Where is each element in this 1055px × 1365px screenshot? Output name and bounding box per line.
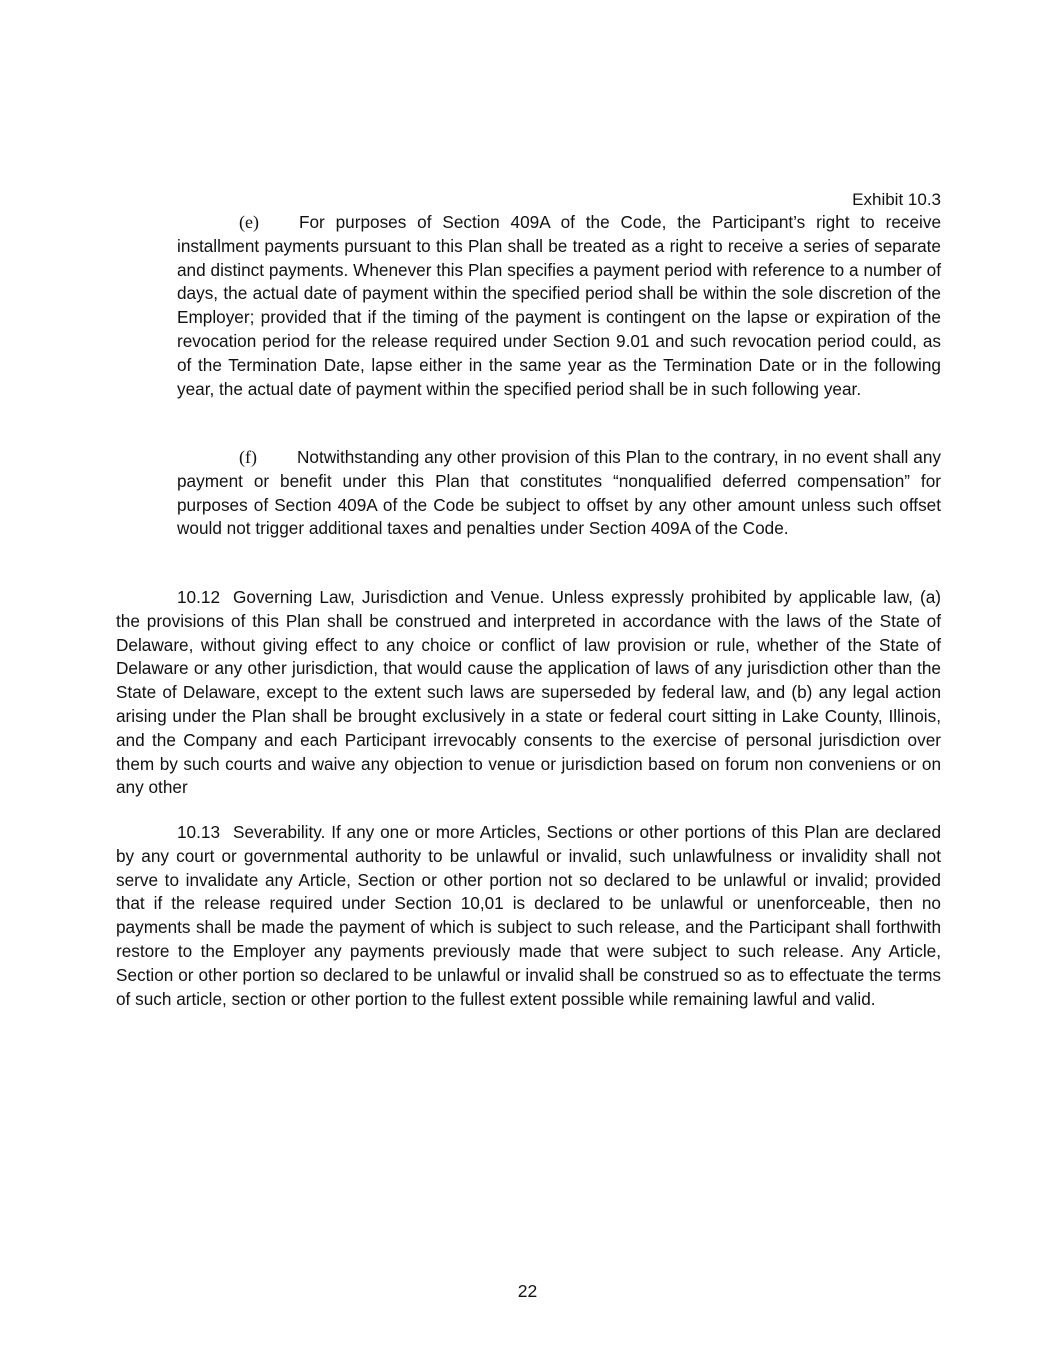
subsection-e-marker: (e) (239, 212, 259, 232)
subsection-e-text: For purposes of Section 409A of the Code, the Participant’s right to receive installment payments pursuant to this Plan shall be treated as a right to receive a series of separate and distinct payments. Whenever this Plan specifies a payment period with reference to a number of days, the actual date of payment within the specified period shall be within the sole discretion of the Employer; provided that if the timing of the payment is contingent on the lapse or expiration of the revocation period for the release required under Section 9.01 and such revocation period could, as of the Termination Date, lapse either in the same year as the Termination Date or in the following year, the actual date of payment within the specified period shall be in such following year. (177, 212, 941, 399)
subsection-f-marker: (f) (239, 447, 257, 467)
subsection-f-text: Notwithstanding any other provision of this Plan to the contrary, in no event shall any payment or benefit under this Plan that constitutes “nonqualified deferred compensation” for purposes of Section 409A of the Code be subject to offset by any other amount unless such offset would not trigger additional taxes and penalties under Section 409A of the Code. (177, 447, 941, 539)
section-10-12-heading: Governing Law, Jurisdiction and Venue. (233, 587, 545, 607)
section-10-12-text: Unless expressly prohibited by applicable law, (a) the provisions of this Plan shall be construed and interpreted in accordance with the laws of the State of Delaware, without giving effect to any choice or conflict of law provision or rule, whether of the State of Delaware or any other jurisdiction, that would cause the application of laws of any jurisdiction other than the State of Delaware, except to the extent such laws are superseded by federal law, and (b) any legal action arising under the Plan shall be brought exclusively in a state or federal court sitting in Lake County, Illinois, and the Company and each Participant irrevocably consents to the exercise of personal jurisdiction over them by such courts and waive any objection to venue or jurisdiction based on forum non conveniens or on any other (116, 587, 941, 798)
page-number: 22 (517, 1281, 538, 1301)
subsection-f (177, 446, 941, 541)
section-10-13-heading: Severability. (233, 822, 326, 842)
section-10-13 (116, 821, 941, 1011)
section-10-13-text: If any one or more Articles, Sections or other portions of this Plan are declared by any court or governmental authority to be unlawful or invalid, such unlawfulness or invalidity shall not serve to invalidate any Article, Section or other portion not so declared to be unlawful or invalid; provided that if the release required under Section 10,01 is declared to be unlawful or unenforceable, then no payments shall be made the payment of which is subject to such release, and the Participant shall forthwith restore to the Employer any payments previously made that were subject to such release. Any Article, Section or other portion so declared to be unlawful or invalid shall be construed so as to effectuate the terms of such article, section or other portion to the fullest extent possible while remaining lawful and valid. (116, 822, 941, 1009)
exhibit-label: Exhibit 10.3 (852, 190, 941, 209)
section-10-12-number: 10.12 (177, 587, 221, 607)
section-10-13-number: 10.13 (177, 822, 221, 842)
subsection-e (177, 211, 941, 401)
section-10-12 (116, 586, 941, 800)
